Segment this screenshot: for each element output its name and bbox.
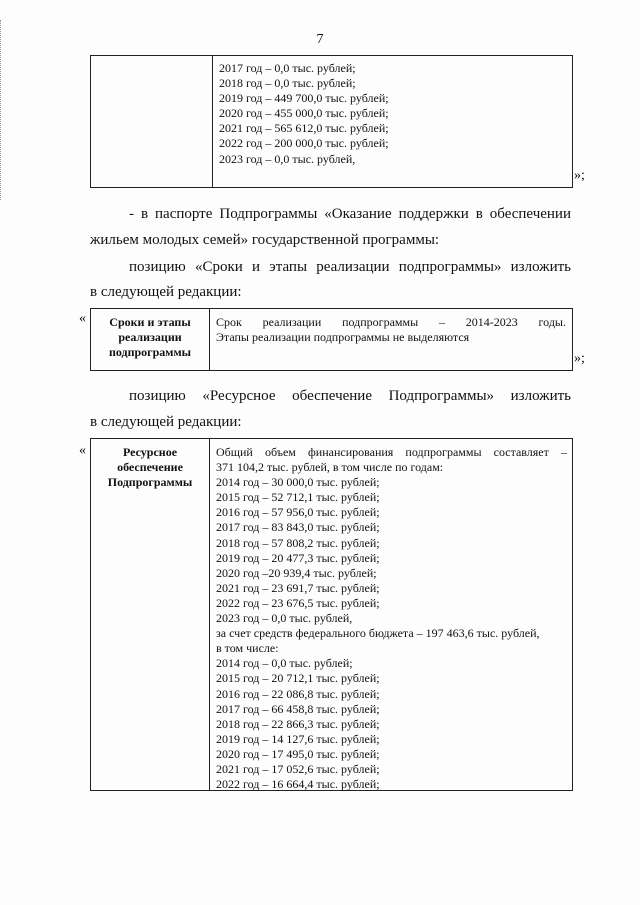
table-resources-line: 2015 год – 52 712,1 тыс. рублей; xyxy=(216,490,380,505)
table-resources-label-line: Подпрограммы xyxy=(107,475,193,490)
table-terms-label-cell xyxy=(91,309,210,370)
table-terms-label-line: подпрограммы xyxy=(108,345,192,360)
table-resources-line: 2022 год – 23 676,5 тыс. рублей; xyxy=(216,595,380,610)
paragraph-passport-line2: жильем молодых семей» государственной программы: xyxy=(90,232,440,248)
table-resources-line: 2020 год –20 939,4 тыс. рублей; xyxy=(216,565,377,580)
paragraph-terms-line1: позицию «Сроки и этапы реализации подпрограммы» изложить xyxy=(129,259,571,275)
table-terms-line: Этапы реализации подпрограммы не выделяются xyxy=(216,330,470,345)
table-resources-label-line: Ресурсное xyxy=(122,445,178,459)
table-resources-line: 2015 год – 20 712,1 тыс. рублей; xyxy=(216,671,380,686)
table-terms-opening-mark: « xyxy=(79,311,86,326)
table-top-line: 2017 год – 0,0 тыс. рублей; xyxy=(219,61,356,75)
table-resources-line: 2023 год – 0,0 тыс. рублей, xyxy=(216,611,353,626)
paragraph-resources-line1: позицию «Ресурсное обеспечение Подпрограммы» изложить xyxy=(129,388,571,404)
paragraph-terms-line2: в следующей редакции: xyxy=(90,284,242,300)
table-top-line: 2018 год – 0,0 тыс. рублей; xyxy=(219,76,356,91)
table-resources-label-cell xyxy=(91,439,210,790)
table-resources-line: 2017 год – 83 843,0 тыс. рублей; xyxy=(216,520,380,535)
table-resources-line: 2016 год – 22 086,8 тыс. рублей; xyxy=(216,686,380,701)
table-resources-line: 2016 год – 57 956,0 тыс. рублей; xyxy=(216,505,380,520)
table-resources-line: 2018 год – 57 808,2 тыс. рублей; xyxy=(216,535,380,550)
table-resources-line: 2020 год – 17 495,0 тыс. рублей; xyxy=(216,746,380,761)
table-resources-line: 2019 год – 20 477,3 тыс. рублей; xyxy=(216,550,380,565)
table-resources-line: 2021 год – 17 052,6 тыс. рублей; xyxy=(216,761,380,776)
table-resources-content-cell xyxy=(210,439,572,790)
table-top-closing-mark: »; xyxy=(574,168,585,183)
table-terms-closing-mark: »; xyxy=(574,351,585,366)
table-resources-line: 371 104,2 тыс. рублей, в том числе по годам: xyxy=(216,460,444,475)
table-top-content-cell xyxy=(213,56,572,187)
table-resources-line: Общий объем финансирования подпрограммы составляет – xyxy=(216,445,567,459)
table-resources-line: за счет средств федерального бюджета – 197 463,6 тыс. рублей, xyxy=(216,626,540,641)
paragraph-passport-line1: - в паспорте Подпрограммы «Оказание поддержки в обеспечении xyxy=(129,206,571,222)
table-resources-line: 2019 год – 14 127,6 тыс. рублей; xyxy=(216,731,380,746)
table-top-line: 2022 год – 200 000,0 тыс. рублей; xyxy=(219,136,389,151)
table-resources-line: 2014 год – 0,0 тыс. рублей; xyxy=(216,656,353,671)
table-terms-label-line: реализации xyxy=(118,330,182,345)
table-resources-label-line: обеспечение xyxy=(117,460,183,475)
paragraph-resources-line2: в следующей редакции: xyxy=(90,414,242,430)
table-resources-opening-mark: « xyxy=(79,443,86,458)
table-terms-label-line: Сроки и этапы xyxy=(109,315,191,329)
table-top-line: 2021 год – 565 612,0 тыс. рублей; xyxy=(219,121,389,136)
table-resources-line: 2017 год – 66 458,8 тыс. рублей; xyxy=(216,701,380,716)
table-top-label-cell xyxy=(91,56,213,187)
table-top-line: 2020 год – 455 000,0 тыс. рублей; xyxy=(219,106,389,121)
page-number: 7 xyxy=(316,32,324,47)
table-resources-line: 2022 год – 16 664,4 тыс. рублей; xyxy=(216,777,380,792)
table-top-line: 2019 год – 449 700,0 тыс. рублей; xyxy=(219,91,389,106)
table-terms-line: Срок реализации подпрограммы – 2014-2023 годы. xyxy=(216,315,566,329)
table-terms-content-cell xyxy=(210,309,572,370)
table-resources-line: 2018 год – 22 866,3 тыс. рублей; xyxy=(216,716,380,731)
table-resources-line: в том числе: xyxy=(216,641,279,656)
table-top xyxy=(90,55,573,188)
table-top-line: 2023 год – 0,0 тыс. рублей, xyxy=(219,151,356,166)
table-resources xyxy=(90,438,573,791)
table-resources-line: 2014 год – 30 000,0 тыс. рублей; xyxy=(216,475,380,490)
table-terms xyxy=(90,308,573,371)
table-resources-line: 2021 год – 23 691,7 тыс. рублей; xyxy=(216,580,380,595)
